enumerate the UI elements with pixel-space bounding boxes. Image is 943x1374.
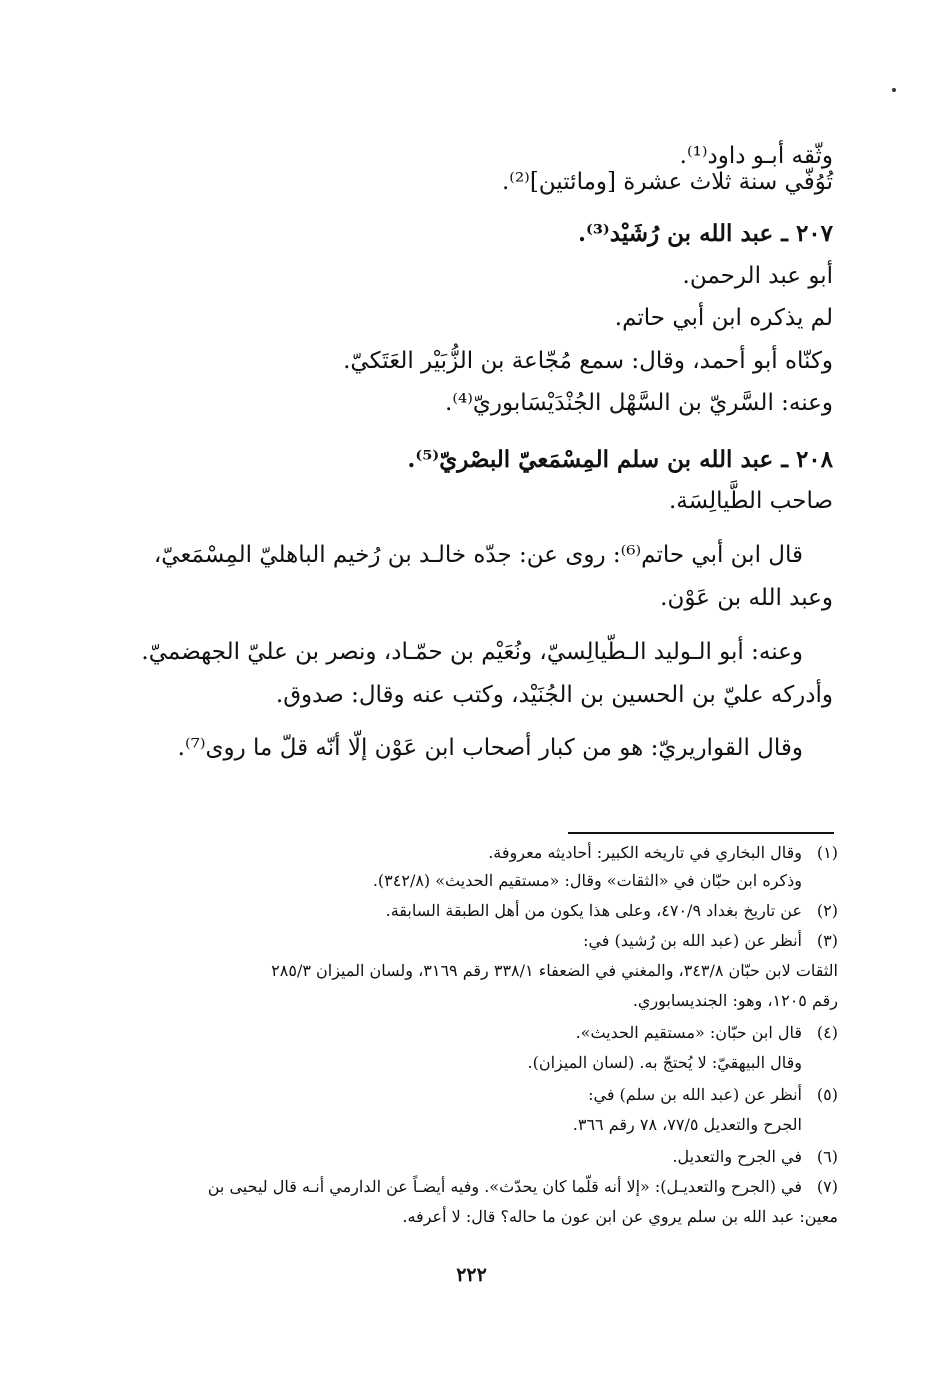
footnote: [100, 1080, 838, 1110]
text-line: لم يذكره ابن أبي حاتم.: [614, 305, 833, 331]
entry-heading-208: ٢٠٨ ـ عبد الله بن سلم المِسْمَعيّ البصْريّ⁽⁵⁾.: [407, 446, 833, 473]
footnote-number: (٦): [816, 1147, 838, 1166]
footnote-divider: [568, 832, 834, 834]
text-line: قال ابن أبي حاتم⁽⁶⁾: روى عن: جدّه خالـد بن رُخيم الباهليّ المِسْمَعيّ،: [153, 542, 803, 568]
text-line: وقال القواريريّ: هو من كبار أصحاب ابن عَوْن إلّا أنّه قلّ ما روى⁽⁷⁾.: [177, 735, 803, 761]
footnote-continuation: وقال البيهقيّ: لا يُحتجّ به. (لسان الميزان).: [527, 1053, 802, 1072]
footnote-text: قال ابن حبّان: «مستقيم الحديث».: [575, 1023, 802, 1042]
footnote: [100, 926, 838, 956]
footnote: [100, 1018, 838, 1048]
footnote-number: (٢): [816, 901, 838, 920]
footnote: [100, 896, 838, 926]
footnote-continuation: وذكره ابن حبّان في «الثقات» وقال: «مستقيم الحديث» (٣٤٢/٨).: [372, 871, 802, 890]
page-number: ٢٢٢: [456, 1264, 487, 1286]
footnote-number: (١): [816, 843, 838, 862]
footnote-text: في الجرح والتعديل.: [672, 1147, 802, 1166]
text-line: وعبد الله بن عَوْن.: [660, 585, 833, 611]
footnote-continuation: الجرح والتعديل ٧٧/٥، ٧٨ رقم ٣٦٦.: [572, 1115, 802, 1134]
footnote-continuation: رقم ١٢٠٥، وهو: الجنديسابوري.: [632, 991, 838, 1010]
text-line: تُوُفّي سنة ثلاث عشرة [ومائتين]⁽²⁾.: [501, 169, 833, 195]
text-line: صاحب الطَّيالِسَة.: [668, 488, 833, 514]
footnote-continuation: معين: عبد الله بن سلم يروي عن ابن عون ما حاله؟ قال: لا أعرفه.: [402, 1207, 838, 1226]
footnote-text: عن تاريخ بغداد ٤٧٠/٩، وعلى هذا يكون من أهل الطبقة السابقة.: [385, 901, 802, 920]
footnote: [100, 1172, 838, 1202]
footnote-text: أنظر عن (عبد الله بن سلم) في:: [588, 1085, 802, 1104]
text-line: وثّقه أبـو داود⁽¹⁾.: [679, 143, 833, 169]
entry-heading-207: ٢٠٧ ـ عبد الله بن رُشَيْد⁽³⁾.: [577, 220, 833, 247]
footnote-number: (٣): [816, 931, 838, 950]
text-line: وعنه: أبو الـوليد الـطّيالِسيّ، ونُعَيْم بن حمّـاد، ونصر بن عليّ الجهضميّ.: [141, 639, 803, 665]
footnote-number: (٥): [816, 1085, 838, 1104]
footnote-text: في (الجرح والتعديـل): «إلا أنه قلّما كان يحدّث». وفيه أيضـاً عن الدارمي أنـه قال ليحيى بن: [207, 1177, 802, 1196]
footnote-continuation: الثقات لابن حبّان ٣٤٣/٨، والمغني في الضعفاء ٣٣٨/١ رقم ٣١٦٩، ولسان الميزان ٢٨٥/٣: [271, 961, 838, 980]
text-line: وأدركه عليّ بن الحسين بن الجُنَيْد، وكتب عنه وقال: صدوق.: [275, 682, 833, 708]
text-line: وعنه: السَّريّ بن السَّهْل الجُنْدَيْسَابوريّ⁽⁴⁾.: [445, 390, 833, 416]
footnote-text: أنظر عن (عبد الله بن رُشيد) في:: [583, 931, 802, 950]
footnote: [100, 1142, 838, 1172]
footnote: [100, 838, 838, 868]
scan-speck: [892, 88, 896, 92]
footnote-number: (٤): [816, 1023, 838, 1042]
footnote-text: وقال البخاري في تاريخه الكبير: أحاديثه معروفة.: [488, 843, 802, 862]
text-line: أبو عبد الرحمن.: [682, 263, 833, 289]
text-line: وكنّاه أبو أحمد، وقال: سمع مُجّاعة بن الزُّبَيْر العَتَكيّ.: [343, 348, 833, 374]
footnote-number: (٧): [816, 1177, 838, 1196]
